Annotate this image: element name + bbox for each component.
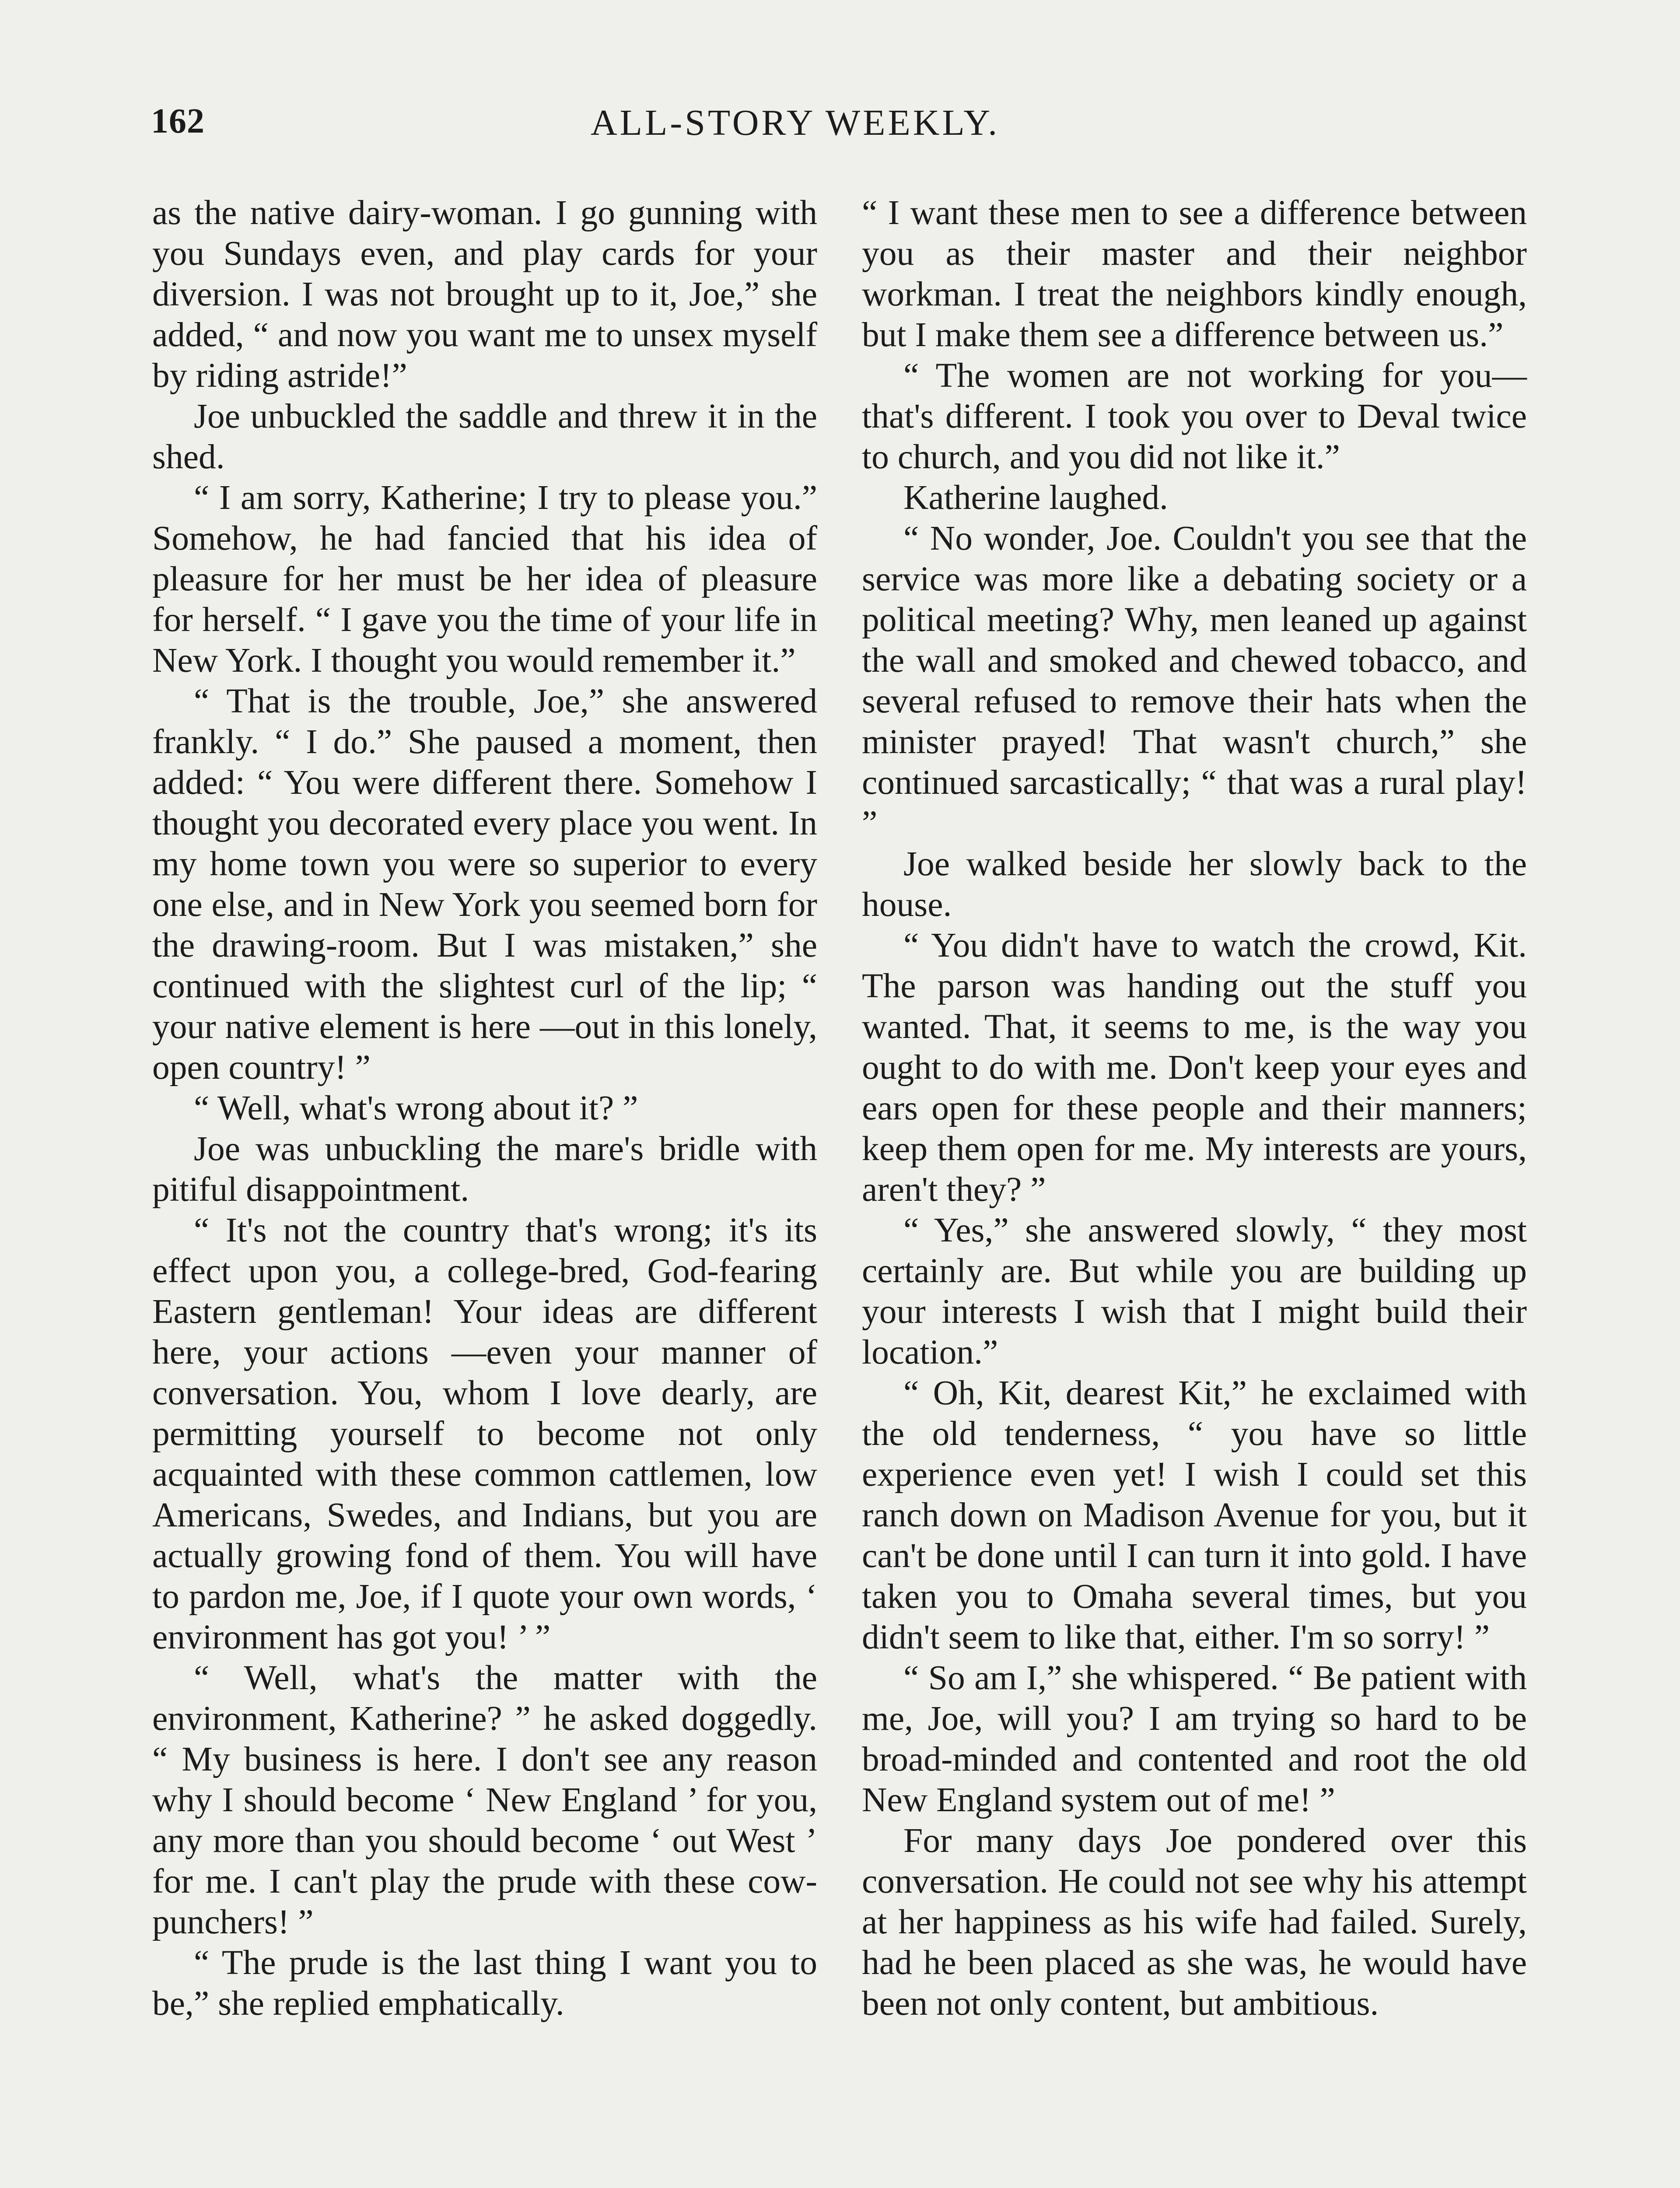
right-column: [862, 193, 1527, 2024]
paragraph: “ Well, what's the matter with the environment, Katherine? ” he asked doggedly. “ My business is here. I don't see any reason why I should become ‘ New England ’ for you, any more than you should become ‘ out West ’ for me. I can't play the prude with these cow-punchers! ”: [152, 1659, 817, 1941]
paragraph: “ Yes,” she answered slowly, “ they most certainly are. But while you are building up your interests I wish that I might build their location.”: [862, 1211, 1527, 1371]
paragraph: “ Well, what's wrong about it? ”: [194, 1089, 638, 1127]
paragraph: For many days Joe pondered over this conversation. He could not see why his attempt at her happiness as his wife had failed. Surely, had he been placed as she was, he would have been not only content, but ambitious.: [862, 1821, 1527, 2023]
paragraph: “ So am I,” she whispered. “ Be patient with me, Joe, will you? I am trying so hard to be broad-minded and contented and root the old New England system out of me! ”: [862, 1659, 1527, 1819]
paragraph: Joe unbuckled the saddle and threw it in the shed.: [152, 397, 817, 476]
paragraph: “ I am sorry, Katherine; I try to please you.” Somehow, he had fancied that his idea of pleasure for her must be her idea of pleasure for herself. “ I gave you the time of your life in New York. I thought you would remember it.”: [152, 478, 817, 680]
page-number: 162: [151, 102, 205, 140]
paragraph: Joe was unbuckling the mare's bridle with pitiful disappointment.: [152, 1129, 817, 1209]
running-title: ALL-STORY WEEKLY.: [591, 102, 1000, 143]
paragraph: “ The women are not working for you—that's different. I took you over to Deval twice to church, and you did not like it.”: [862, 356, 1527, 476]
paragraph: “ The prude is the last thing I want you to be,” she replied emphatically.: [152, 1943, 817, 2023]
paragraph: “ No wonder, Joe. Couldn't you see that the service was more like a debating society or a political meeting? Why, men leaned up against the wall and smoked and chewed tobacco, and several refused to remove their hats when the minister prayed! That wasn't church,” she continued sarcastically; “ that was a rural play! ”: [862, 519, 1527, 842]
paragraph: “ Oh, Kit, dearest Kit,” he exclaimed with the old tenderness, “ you have so little experience even yet! I wish I could set this ranch down on Madison Avenue for you, but it can't be done until I can turn it into gold. I have taken you to Omaha several times, but you didn't seem to like that, either. I'm so sorry! ”: [862, 1374, 1527, 1656]
paragraph: Katherine laughed.: [903, 478, 1168, 517]
left-column: [152, 193, 817, 2024]
paragraph: “ You didn't have to watch the crowd, Kit. The parson was handing out the stuff you wanted. That, it seems to me, is the way you ought to do with me. Don't keep your eyes and ears open for these people and their manners; keep them open for me. My interests are yours, aren't they? ”: [862, 926, 1527, 1209]
paragraph: Joe walked beside her slowly back to the house.: [862, 845, 1527, 924]
paragraph: “ I want these men to see a difference between you as their master and their neighbor workman. I treat the neighbors kindly enough, but I make them see a difference between us.”: [862, 193, 1527, 354]
paragraph: “ It's not the country that's wrong; it's its effect upon you, a college-bred, God-fearing Eastern gentleman! Your ideas are different here, your actions —even your manner of conversation. You, whom I love dearly, are permitting yourself to become not only acquainted with these common cattlemen, low Americans, Swedes, and Indians, but you are actually growing fond of them. You will have to pardon me, Joe, if I quote your own words, ‘ environment has got you! ’ ”: [152, 1211, 817, 1656]
paragraph: as the native dairy-woman. I go gunning with you Sundays even, and play cards for your diversion. I was not brought up to it, Joe,” she added, “ and now you want me to unsex myself by riding astride!”: [152, 193, 817, 395]
paragraph: “ That is the trouble, Joe,” she answered frankly. “ I do.” She paused a moment, then added: “ You were different there. Somehow I thought you decorated every place you went. In my home town you were so superior to every one else, and in New York you seemed born for the drawing-room. But I was mistaken,” she continued with the slightest curl of the lip; “ your native element is here —out in this lonely, open country! ”: [152, 682, 817, 1087]
